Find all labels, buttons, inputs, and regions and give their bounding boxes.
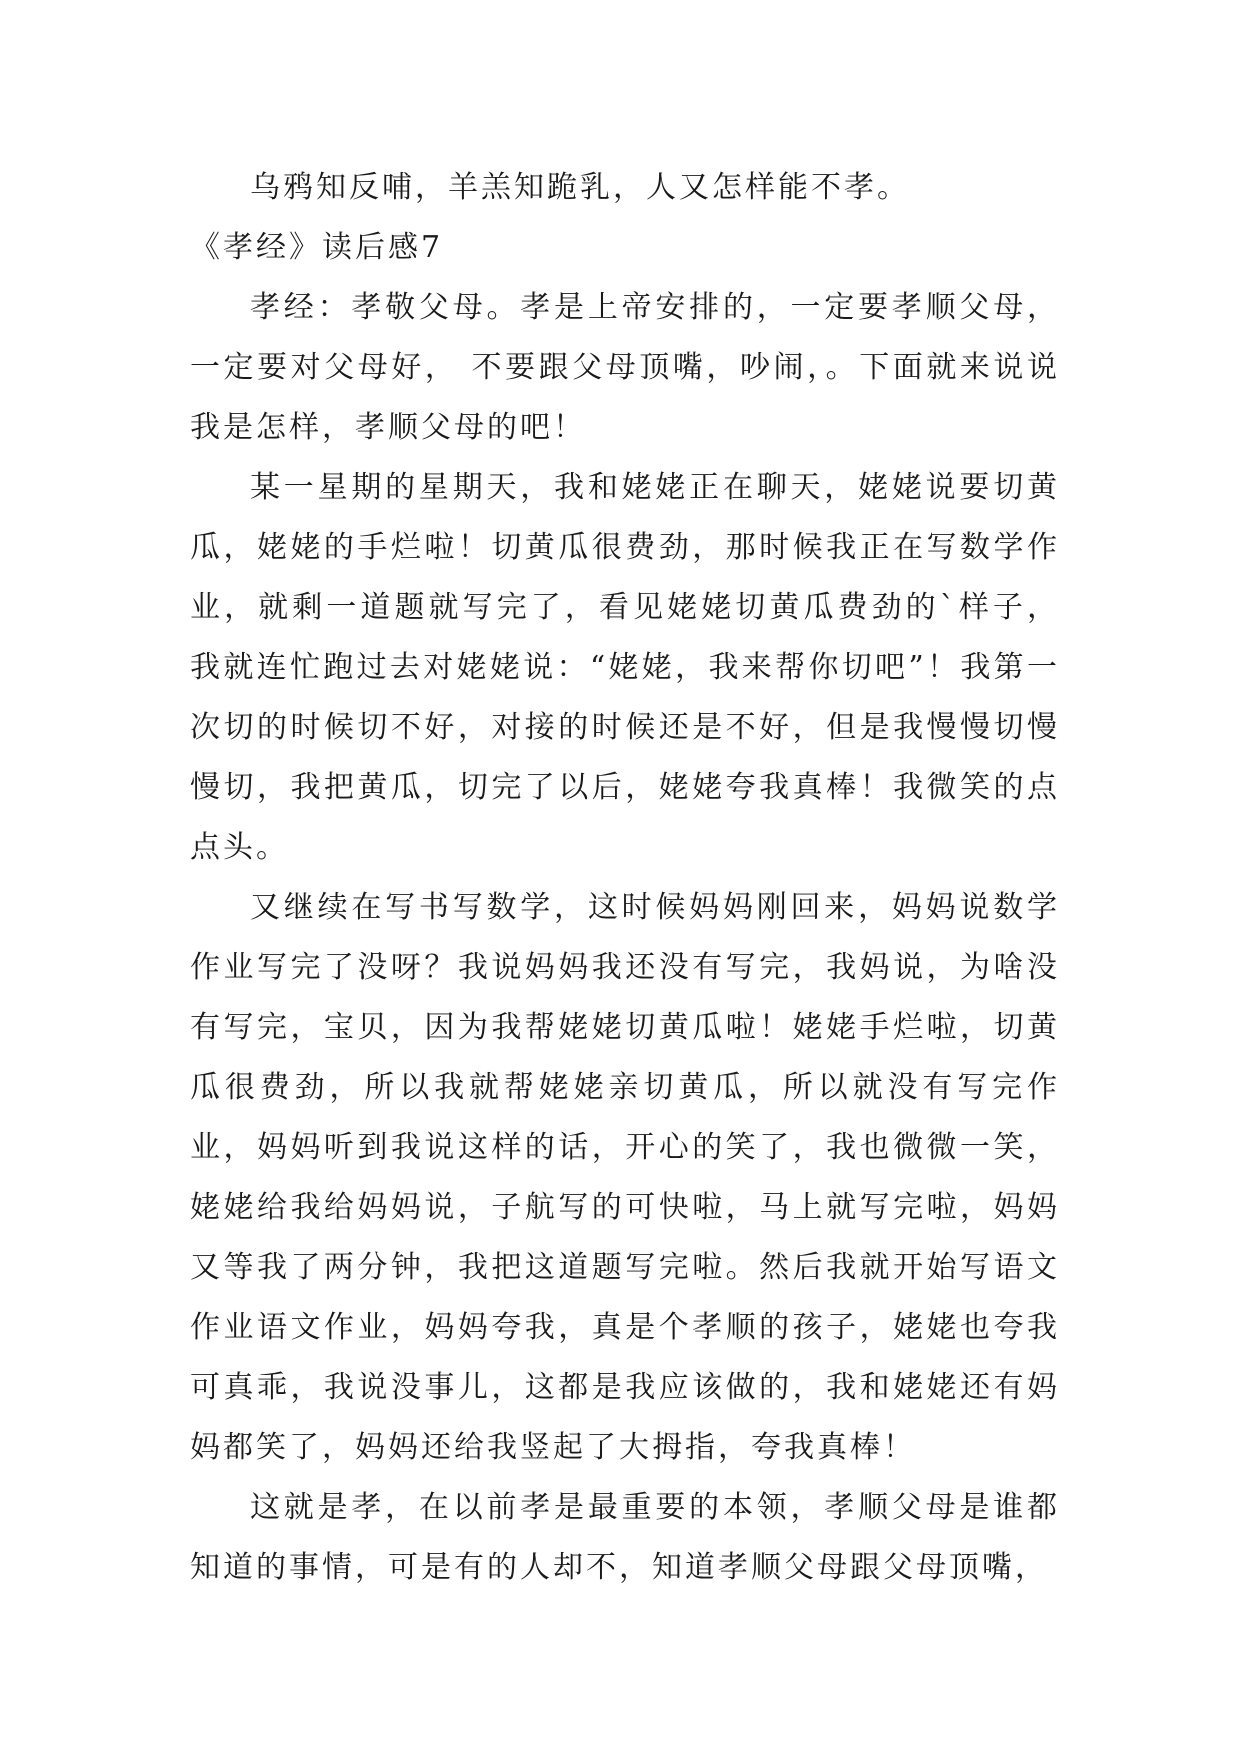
- intro-paragraph: 乌鸦知反哺，羊羔知跪乳，人又怎样能不孝。: [250, 170, 910, 205]
- essay-title: 《孝经》读后感7: [190, 230, 444, 265]
- body-paragraph-4: 这就是孝，在以前孝是最重要的本领，孝顺父母是谁都知道的事情，可是有的人却不，知道孝顺父母跟父母顶嘴，: [190, 1490, 1060, 1585]
- document-body: [190, 158, 1060, 1598]
- body-paragraph-3: 又继续在写书写数学，这时候妈妈刚回来，妈妈说数学作业写完了没呀？我说妈妈我还没有写完，我妈说，为啥没有写完，宝贝，因为我帮姥姥切黄瓜啦！姥姥手烂啦，切黄瓜很费劲，所以我就帮姥姥亲切黄瓜，所以就没有写完作业，妈妈听到我说这样的话，开心的笑了，我也微微一笑，姥姥给我给妈妈说，子航写的可快啦，马上就写完啦，妈妈又等我了两分钟，我把这道题写完啦。然后我就开始写语文作业语文作业，妈妈夸我，真是个孝顺的孩子，姥姥也夸我可真乖，我说没事儿，这都是我应该做的，我和姥姥还有妈妈都笑了，妈妈还给我竖起了大拇指，夸我真棒！: [190, 890, 1060, 1465]
- body-paragraph-2: 某一星期的星期天，我和姥姥正在聊天，姥姥说要切黄瓜，姥姥的手烂啦！切黄瓜很费劲，那时候我正在写数学作业，就剩一道题就写完了，看见姥姥切黄瓜费劲的`样子，我就连忙跑过去对姥姥说：“姥姥，我来帮你切吧”！我第一次切的时候切不好，对接的时候还是不好，但是我慢慢切慢慢切，我把黄瓜，切完了以后，姥姥夸我真棒！我微笑的点点头。: [190, 470, 1060, 865]
- body-paragraph-1: 孝经：孝敬父母。孝是上帝安排的，一定要孝顺父母，一定要对父母好， 不要跟父母顶嘴，吵闹，。下面就来说说我是怎样，孝顺父母的吧！: [190, 290, 1060, 445]
